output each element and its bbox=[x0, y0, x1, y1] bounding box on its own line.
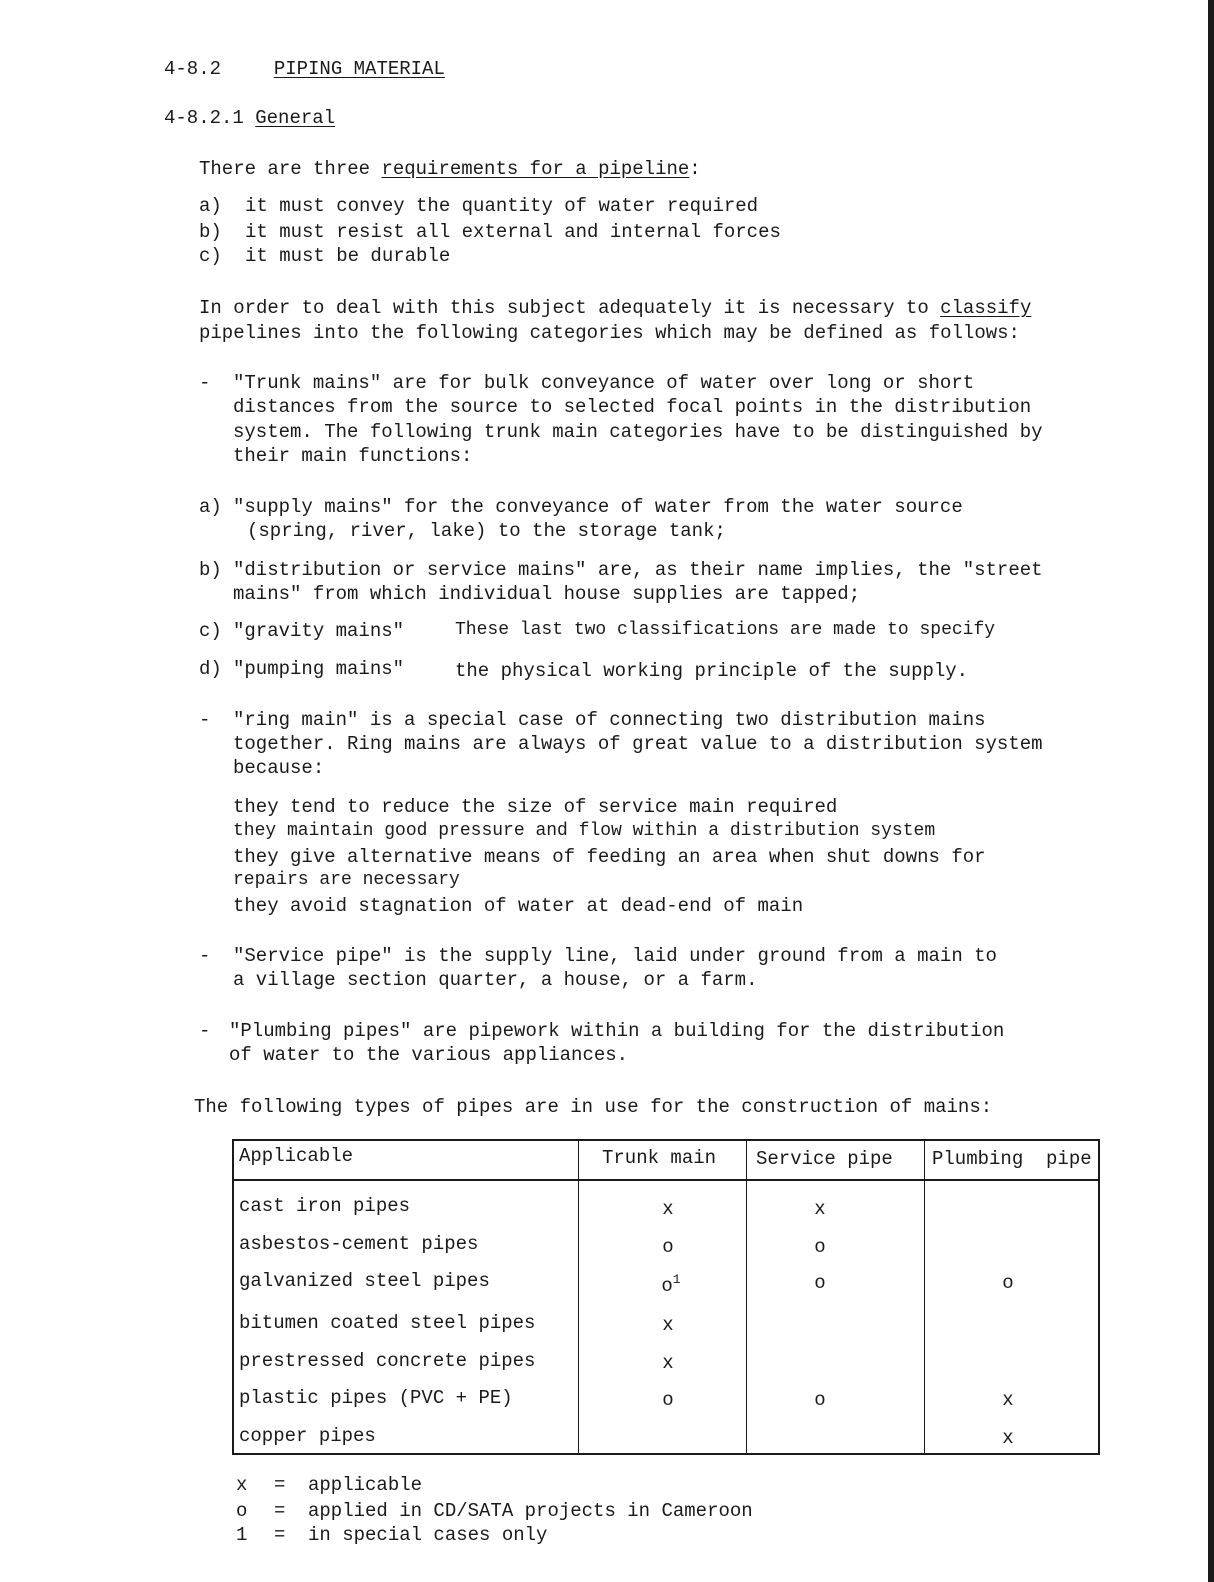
trunk-dash: - bbox=[199, 372, 211, 394]
table-row-name: galvanized steel pipes bbox=[239, 1270, 490, 1292]
category-a-line: (spring, river, lake) to the storage tank; bbox=[247, 520, 726, 542]
requirement-letter: b) bbox=[199, 221, 222, 243]
table-header-applicable: Applicable bbox=[239, 1145, 354, 1167]
section-heading bbox=[164, 58, 445, 81]
ring-reason: they give alternative means of feeding an area when shut downs for bbox=[233, 846, 986, 868]
intro-sentence bbox=[199, 158, 701, 181]
table-cell-plumbing: x bbox=[1002, 1427, 1014, 1449]
legend-text: applicable bbox=[308, 1474, 423, 1496]
page-edge-shadow bbox=[1208, 0, 1214, 1582]
trunk-line: distances from the source to selected focal points in the distribution bbox=[233, 396, 1032, 418]
table-column-divider bbox=[924, 1141, 925, 1453]
category-c-text: These last two classifications are made to specify bbox=[455, 620, 996, 640]
table-column-divider bbox=[578, 1141, 579, 1453]
table-row-name: prestressed concrete pipes bbox=[239, 1350, 536, 1372]
table-cell-trunk: o bbox=[662, 1236, 674, 1258]
section-number: 4-8.2 bbox=[164, 58, 222, 80]
footnote-marker: 1 bbox=[672, 1272, 681, 1287]
table-cell-service: o bbox=[814, 1272, 826, 1294]
legend-item bbox=[236, 1500, 753, 1523]
plumbing-line: "Plumbing pipes" are pipework within a building for the distribution bbox=[229, 1020, 1005, 1042]
table-header-plumbing: Plumbing pipe bbox=[932, 1148, 1092, 1170]
table-row-name: copper pipes bbox=[239, 1425, 376, 1447]
ring-reason: they maintain good pressure and flow within a distribution system bbox=[233, 821, 936, 841]
table-cell-service: o bbox=[814, 1236, 826, 1258]
table-cell-trunk: o bbox=[662, 1389, 674, 1411]
requirement-b bbox=[199, 221, 781, 244]
legend-symbol: 1 bbox=[236, 1524, 248, 1546]
requirement-text: it must convey the quantity of water required bbox=[245, 195, 759, 217]
table-cell-trunk bbox=[651, 1272, 691, 1297]
category-d-name: "pumping mains" bbox=[233, 658, 405, 680]
requirement-letter: a) bbox=[199, 195, 222, 217]
requirement-a bbox=[199, 195, 759, 218]
legend-equals: = bbox=[274, 1500, 286, 1522]
subsection-number: 4-8.2.1 bbox=[164, 107, 244, 129]
table-row-name: asbestos-cement pipes bbox=[239, 1233, 479, 1255]
intro-emphasis: requirements for a pipeline bbox=[381, 158, 690, 180]
pipe-types-table bbox=[232, 1139, 1100, 1455]
legend-item bbox=[236, 1524, 548, 1547]
table-row-name: cast iron pipes bbox=[239, 1195, 411, 1217]
table-intro: The following types of pipes are in use for the construction of mains: bbox=[194, 1096, 993, 1118]
table-column-divider bbox=[746, 1141, 747, 1453]
trunk-line: their main functions: bbox=[233, 445, 473, 467]
table-header-service: Service pipe bbox=[756, 1148, 893, 1170]
table-cell-trunk: x bbox=[662, 1198, 674, 1220]
intro-suffix: : bbox=[689, 158, 701, 180]
ring-line: "ring main" is a special case of connecting two distribution mains bbox=[233, 709, 986, 731]
ring-line: because: bbox=[233, 757, 325, 779]
category-b-line: "distribution or service mains" are, as their name implies, the "street bbox=[233, 559, 1043, 581]
legend-equals: = bbox=[274, 1474, 286, 1496]
classify-line-2: pipelines into the following categories which may be defined as follows: bbox=[199, 322, 1020, 344]
ring-reason: they tend to reduce the size of service main required bbox=[233, 796, 838, 818]
table-header-trunk: Trunk main bbox=[602, 1147, 717, 1169]
table-cell-trunk: x bbox=[662, 1352, 674, 1374]
table-row-name: plastic pipes (PVC + PE) bbox=[239, 1387, 513, 1409]
category-a-letter: a) bbox=[199, 496, 222, 518]
plumbing-dash: - bbox=[199, 1020, 211, 1042]
service-line: "Service pipe" is the supply line, laid under ground from a main to bbox=[233, 945, 997, 967]
requirement-letter: c) bbox=[199, 245, 222, 267]
table-header-divider bbox=[234, 1179, 1098, 1181]
section-title: PIPING MATERIAL bbox=[273, 58, 445, 80]
trunk-line: system. The following trunk main categories have to be distinguished by bbox=[233, 421, 1043, 443]
subsection-title: General bbox=[255, 107, 336, 129]
service-dash: - bbox=[199, 945, 211, 967]
legend-symbol: x bbox=[236, 1474, 248, 1496]
category-b-letter: b) bbox=[199, 559, 222, 581]
ring-dash: - bbox=[199, 709, 211, 731]
legend-item bbox=[236, 1474, 423, 1497]
classify-emphasis: classify bbox=[940, 297, 1032, 319]
requirement-c bbox=[199, 245, 451, 268]
requirement-text: it must be durable bbox=[245, 245, 451, 267]
category-c-letter: c) bbox=[199, 620, 222, 642]
trunk-line: "Trunk mains" are for bulk conveyance of water over long or short bbox=[233, 372, 975, 394]
intro-prefix: There are three bbox=[199, 158, 382, 180]
requirement-text: it must resist all external and internal forces bbox=[245, 221, 781, 243]
category-b-line: mains" from which individual house supplies are tapped; bbox=[233, 583, 861, 605]
table-cell-trunk: x bbox=[662, 1314, 674, 1336]
table-cell-plumbing: x bbox=[1002, 1389, 1014, 1411]
classify-line-1 bbox=[199, 297, 1031, 320]
category-a-line: "supply mains" for the conveyance of water from the water source bbox=[233, 496, 963, 518]
table-cell-service: x bbox=[814, 1198, 826, 1220]
table-cell-plumbing: o bbox=[1002, 1272, 1014, 1294]
classify-prefix: In order to deal with this subject adequately it is necessary to bbox=[199, 297, 941, 319]
legend-text: in special cases only bbox=[308, 1524, 548, 1546]
service-line: a village section quarter, a house, or a farm. bbox=[233, 969, 758, 991]
category-d-letter: d) bbox=[199, 658, 222, 680]
ring-reason: they avoid stagnation of water at dead-end of main bbox=[233, 895, 804, 917]
plumbing-line: of water to the various appliances. bbox=[229, 1044, 629, 1066]
category-d-text: the physical working principle of the supply. bbox=[455, 660, 969, 682]
table-cell-service: o bbox=[814, 1389, 826, 1411]
legend-text: applied in CD/SATA projects in Cameroon bbox=[308, 1500, 753, 1522]
table-cell-trunk-value: o bbox=[661, 1275, 673, 1297]
ring-line: together. Ring mains are always of great value to a distribution system bbox=[233, 733, 1043, 755]
category-c-name: "gravity mains" bbox=[233, 620, 405, 642]
legend-symbol: o bbox=[236, 1500, 248, 1522]
legend-equals: = bbox=[274, 1524, 286, 1546]
ring-reason: repairs are necessary bbox=[233, 870, 460, 890]
table-row-name: bitumen coated steel pipes bbox=[239, 1312, 536, 1334]
subsection-heading bbox=[164, 107, 335, 130]
